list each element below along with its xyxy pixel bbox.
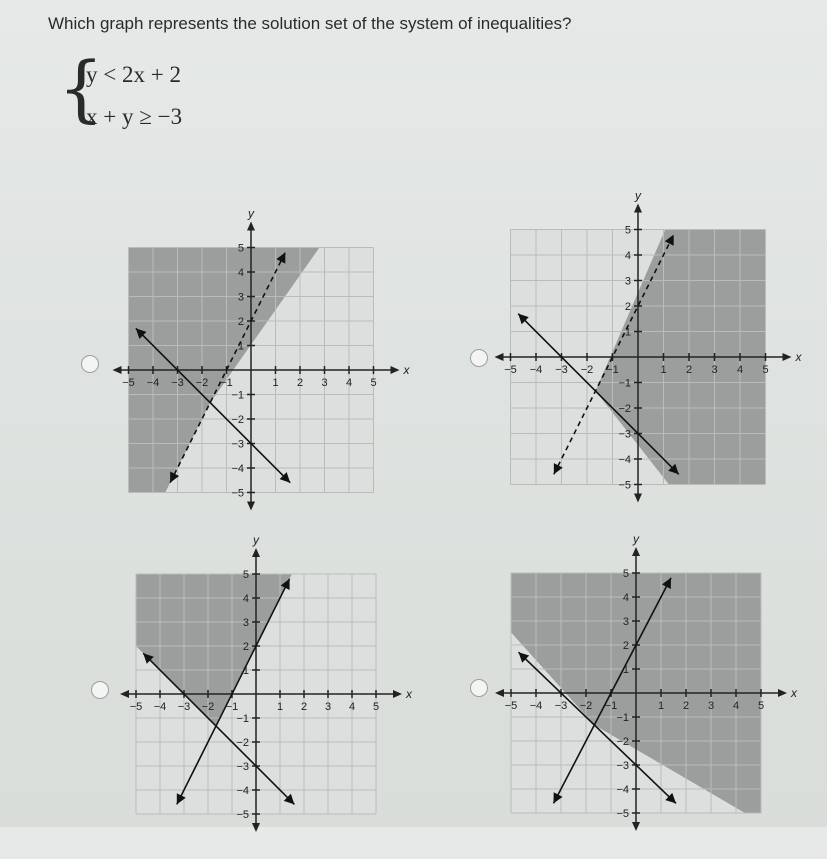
radio-option-b[interactable] (470, 349, 488, 367)
x-tick-label: 5 (370, 377, 377, 389)
y-tick-label: 5 (622, 568, 629, 580)
y-tick-label: 4 (237, 267, 244, 279)
y-tick-label: 2 (622, 640, 629, 652)
y-tick-label: 1 (237, 340, 244, 353)
x-tick-label: −1 (604, 700, 618, 712)
x-tick-label: −3 (171, 377, 184, 389)
graph-option-d (504, 532, 806, 857)
y-tick-label: 3 (624, 275, 631, 288)
question-text: Which graph represents the solution set of the system of inequalities? (48, 14, 572, 33)
x-tick-label: −5 (504, 364, 517, 376)
x-tick-label: 2 (296, 377, 304, 389)
y-tick-label: −3 (231, 438, 244, 451)
x-tick-label: −1 (225, 701, 239, 713)
graph-option-a (122, 206, 419, 535)
y-tick-label: 4 (624, 250, 631, 262)
x-tick-label: 4 (348, 701, 356, 713)
x-tick-label: −2 (579, 700, 593, 712)
radio-option-d[interactable] (470, 679, 488, 697)
y-tick-label: 5 (242, 569, 249, 581)
y-tick-label: −4 (231, 463, 244, 475)
x-tick-label: −2 (195, 377, 209, 389)
x-tick-label: 1 (276, 701, 284, 713)
x-tick-label: 1 (272, 377, 279, 389)
x-tick-label: 3 (711, 364, 718, 376)
y-tick-label: 5 (237, 242, 244, 255)
y-tick-label: −2 (231, 414, 244, 426)
y-tick-label: −5 (231, 487, 244, 500)
y-tick-label: −3 (618, 428, 631, 441)
x-tick-label: −5 (504, 700, 518, 712)
x-tick-label: 4 (732, 700, 740, 712)
x-tick-label: 1 (657, 700, 665, 712)
graph-option-c (129, 533, 419, 859)
y-tick-label: 1 (242, 665, 249, 677)
x-tick-label: −3 (554, 700, 568, 712)
x-tick-label: −2 (201, 701, 215, 713)
x-tick-label: 3 (707, 700, 715, 712)
x-tick-label: 3 (321, 377, 328, 389)
y-tick-label: 5 (624, 224, 631, 237)
x-axis-name: x (403, 363, 410, 377)
y-axis-name: y (635, 188, 641, 203)
x-axis-name: x (791, 686, 797, 700)
x-tick-label: 3 (324, 701, 332, 713)
x-tick-label: −1 (606, 364, 619, 376)
x-axis-name: x (795, 350, 802, 364)
x-tick-label: −3 (555, 364, 568, 376)
x-tick-label: 5 (372, 701, 380, 713)
x-tick-label: −4 (529, 364, 543, 376)
radio-option-a[interactable] (81, 355, 99, 373)
x-tick-label: 5 (762, 364, 769, 376)
brace-glyph: { (58, 46, 104, 130)
x-tick-label: 1 (660, 364, 667, 376)
x-tick-label: −5 (129, 701, 143, 713)
y-axis-name: y (633, 532, 639, 546)
y-axis-name: y (253, 533, 259, 547)
y-tick-label: −1 (616, 712, 629, 724)
y-tick-label: 2 (624, 301, 631, 313)
x-tick-label: 5 (757, 700, 765, 712)
y-tick-label: 1 (624, 326, 631, 339)
x-tick-label: −4 (146, 377, 160, 389)
y-tick-label: −4 (616, 784, 629, 796)
x-tick-label: −4 (529, 700, 543, 712)
y-tick-label: 4 (242, 593, 249, 605)
y-tick-label: −5 (616, 808, 629, 820)
x-tick-label: 2 (682, 700, 690, 712)
y-tick-label: 2 (242, 641, 249, 653)
x-tick-label: 2 (685, 364, 693, 376)
inequality-2: x + y ≥ −3 (86, 104, 183, 129)
x-tick-label: 4 (345, 377, 353, 389)
radio-option-c[interactable] (91, 681, 109, 699)
x-tick-label: 2 (300, 701, 308, 713)
y-tick-label: 1 (622, 664, 629, 676)
y-tick-label: 3 (237, 291, 244, 304)
y-tick-label: 3 (242, 617, 249, 629)
y-tick-label: −4 (236, 785, 249, 797)
y-tick-label: −1 (618, 377, 631, 390)
y-tick-label: −3 (616, 760, 629, 772)
x-axis-name: x (406, 687, 412, 701)
x-tick-label: −3 (177, 701, 191, 713)
y-tick-label: 2 (237, 316, 244, 328)
y-tick-label: −4 (618, 454, 631, 466)
x-tick-label: −5 (122, 377, 135, 389)
y-tick-label: −3 (236, 761, 249, 773)
x-tick-label: −4 (153, 701, 167, 713)
graph-option-b (504, 188, 811, 532)
inequality-system (58, 46, 278, 138)
x-tick-label: −2 (580, 364, 594, 376)
inequality-1: y < 2x + 2 (86, 62, 181, 87)
y-tick-label: −5 (618, 479, 631, 492)
y-tick-label: −2 (618, 403, 631, 415)
y-tick-label: −2 (236, 737, 249, 749)
x-tick-label: −1 (220, 377, 233, 389)
y-tick-label: 4 (622, 592, 629, 604)
y-tick-label: −2 (616, 736, 629, 748)
y-tick-label: 3 (622, 616, 629, 628)
y-tick-label: −5 (236, 809, 249, 821)
y-tick-label: −1 (231, 389, 244, 402)
y-tick-label: −1 (236, 713, 249, 725)
x-tick-label: 4 (736, 364, 744, 376)
y-axis-name: y (248, 206, 254, 221)
